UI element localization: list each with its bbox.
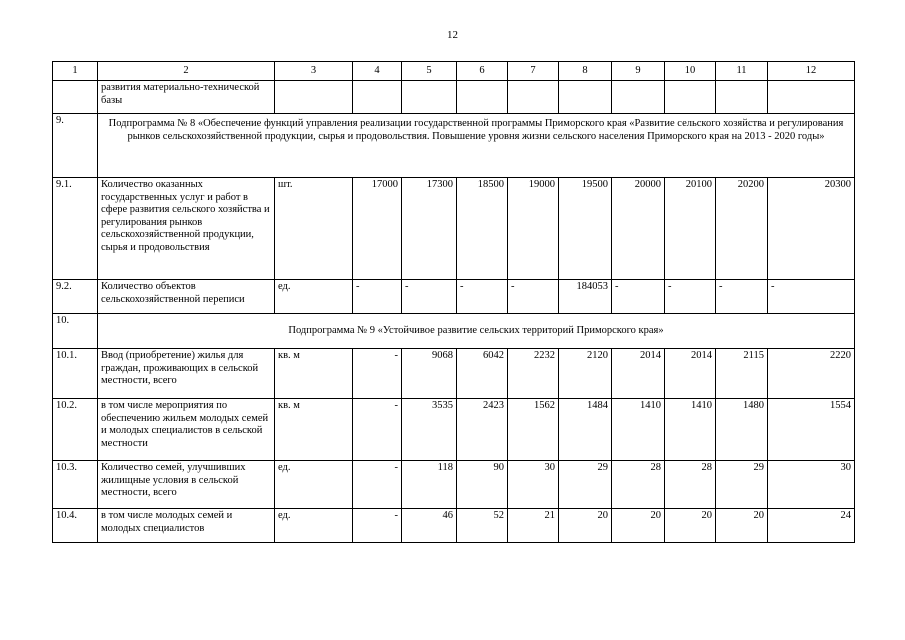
value-cell: 20000 — [612, 178, 665, 280]
header-cell: 4 — [353, 62, 402, 81]
row-number — [53, 81, 98, 114]
header-cell: 1 — [53, 62, 98, 81]
row-name: в том числе мероприятия по обеспечению жильем молодых семей и молодых специалистов в сельской местности — [98, 399, 275, 461]
value-cell: 2120 — [559, 349, 612, 399]
value-cell: 17000 — [353, 178, 402, 280]
value-cell: 17300 — [402, 178, 457, 280]
value-cell: 29 — [716, 461, 768, 509]
row-unit: кв. м — [275, 399, 353, 461]
value-cell: - — [353, 280, 402, 314]
value-cell: 2423 — [457, 399, 508, 461]
table-row — [53, 280, 855, 314]
value-cell: - — [353, 509, 402, 543]
value-cell: 19500 — [559, 178, 612, 280]
value-cell: 2014 — [665, 349, 716, 399]
header-cell: 12 — [768, 62, 855, 81]
row-name: развития материально-технической базы — [98, 81, 275, 114]
table-row — [53, 399, 855, 461]
row-unit: ед. — [275, 509, 353, 543]
header-cell: 5 — [402, 62, 457, 81]
value-cell: 6042 — [457, 349, 508, 399]
value-cell: 1484 — [559, 399, 612, 461]
value-cell: 20 — [665, 509, 716, 543]
page-number: 12 — [447, 29, 458, 41]
header-cell: 2 — [98, 62, 275, 81]
value-cell: 19000 — [508, 178, 559, 280]
value-cell: 9068 — [402, 349, 457, 399]
value-cell: 24 — [768, 509, 855, 543]
row-name: Количество объектов сельскохозяйственной переписи — [98, 280, 275, 314]
row-name: Количество оказанных государственных услуг и работ в сфере развития сельского хозяйства и регулирования рынков сельскохозяйственной продукции, сырья и продовольствия — [98, 178, 275, 280]
value-cell: 2115 — [716, 349, 768, 399]
value-cell: 52 — [457, 509, 508, 543]
row-number: 10.2. — [53, 399, 98, 461]
row-number: 10.3. — [53, 461, 98, 509]
value-cell: 20 — [559, 509, 612, 543]
value-cell: - — [768, 280, 855, 314]
value-cell: - — [665, 280, 716, 314]
row-unit: ед. — [275, 280, 353, 314]
subprogram-title: Подпрограмма № 9 «Устойчивое развитие сельских территорий Приморского края» — [98, 314, 855, 349]
value-cell: 1480 — [716, 399, 768, 461]
subprogram-title: Подпрограмма № 8 «Обеспечение функций управления реализации государственной программы Приморского края «Развитие сельского хозяйства и регулирования рынков сельскохозяйственной продукции, сырья и продовольствия. Повышение уровня жизни сельского населения Приморского края на 2013 - 2020 годы» — [98, 114, 855, 178]
value-cell: - — [353, 399, 402, 461]
indicators-table — [52, 61, 855, 543]
value-cell: 20300 — [768, 178, 855, 280]
row-name: Ввод (приобретение) жилья для граждан, проживающих в сельской местности, всего — [98, 349, 275, 399]
header-cell: 8 — [559, 62, 612, 81]
value-cell: 118 — [402, 461, 457, 509]
section-row — [53, 314, 855, 349]
table-row — [53, 178, 855, 280]
row-number: 9.2. — [53, 280, 98, 314]
value-cell: 20 — [716, 509, 768, 543]
value-cell: 28 — [665, 461, 716, 509]
value-cell: 90 — [457, 461, 508, 509]
value-cell: 46 — [402, 509, 457, 543]
value-cell: 29 — [559, 461, 612, 509]
table-row — [53, 349, 855, 399]
row-unit: ед. — [275, 461, 353, 509]
value-cell: 2014 — [612, 349, 665, 399]
row-number: 9.1. — [53, 178, 98, 280]
value-cell: 28 — [612, 461, 665, 509]
row-number: 10.4. — [53, 509, 98, 543]
value-cell: 21 — [508, 509, 559, 543]
value-cell: 18500 — [457, 178, 508, 280]
value-cell: 30 — [508, 461, 559, 509]
header-cell: 7 — [508, 62, 559, 81]
table-row — [53, 461, 855, 509]
value-cell: 2220 — [768, 349, 855, 399]
row-name: Количество семей, улучшивших жилищные условия в сельской местности, всего — [98, 461, 275, 509]
value-cell: - — [353, 461, 402, 509]
value-cell: 2232 — [508, 349, 559, 399]
row-unit: кв. м — [275, 349, 353, 399]
value-cell: 184053 — [559, 280, 612, 314]
value-cell: 20 — [612, 509, 665, 543]
value-cell: 20200 — [716, 178, 768, 280]
value-cell: - — [353, 349, 402, 399]
value-cell: 1410 — [612, 399, 665, 461]
header-cell: 11 — [716, 62, 768, 81]
header-row — [53, 62, 855, 81]
header-cell: 10 — [665, 62, 716, 81]
header-cell: 6 — [457, 62, 508, 81]
row-number: 10.1. — [53, 349, 98, 399]
row-unit: шт. — [275, 178, 353, 280]
row-name: в том числе молодых семей и молодых специалистов — [98, 509, 275, 543]
value-cell: 3535 — [402, 399, 457, 461]
section-row — [53, 114, 855, 178]
value-cell: 1554 — [768, 399, 855, 461]
value-cell: - — [508, 280, 559, 314]
table-row — [53, 509, 855, 543]
value-cell: 30 — [768, 461, 855, 509]
table-row — [53, 81, 855, 114]
value-cell: 1410 — [665, 399, 716, 461]
header-cell: 9 — [612, 62, 665, 81]
value-cell: - — [716, 280, 768, 314]
header-cell: 3 — [275, 62, 353, 81]
row-number: 9. — [53, 114, 98, 178]
value-cell: - — [457, 280, 508, 314]
value-cell: 20100 — [665, 178, 716, 280]
value-cell: - — [402, 280, 457, 314]
value-cell: 1562 — [508, 399, 559, 461]
value-cell: - — [612, 280, 665, 314]
row-number: 10. — [53, 314, 98, 349]
